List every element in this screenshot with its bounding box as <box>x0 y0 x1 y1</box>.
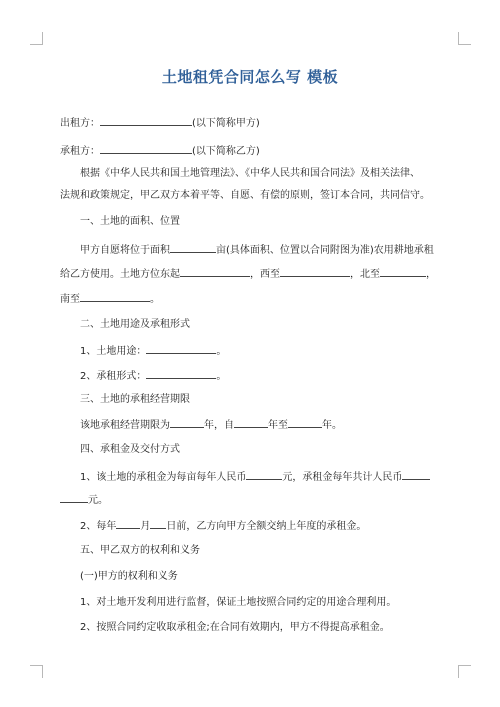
document-title: 土地租凭合同怎么写 模板 <box>161 68 339 86</box>
section-5-para-1: 1、对土地开发利用进行监督，保证土地按照合同约定的用途合理利用。 <box>80 597 397 608</box>
east-blank[interactable] <box>180 266 250 277</box>
lessor-label: 出租方： <box>60 118 100 129</box>
intro-line-1: 根据《中华人民共和国土地管理法》、《中华人民共和国合同法》及相关法律、 <box>80 168 420 179</box>
term-end-blank[interactable] <box>288 417 322 428</box>
rent-line-1 <box>80 469 470 485</box>
lessor-line <box>60 115 450 131</box>
pay-day-blank[interactable] <box>150 518 166 529</box>
section-3-heading: 三、土地的承租经营期限 <box>80 394 190 405</box>
intro-line-2: 法规和政策规定，甲乙双方本着平等、自愿、有偿的原则，签订本合同，共同信守。 <box>60 190 430 201</box>
rent-text-c: 元。 <box>88 495 108 506</box>
lessee-note: (以下简称乙方) <box>192 146 260 157</box>
section-5-subheading: (一)甲方的权利和义务 <box>80 571 178 582</box>
land-use-blank[interactable] <box>146 343 216 354</box>
area-blank[interactable] <box>170 242 216 253</box>
term-text-a: 该地承租经营期限为 <box>80 420 170 431</box>
s1-text-f: ， <box>426 269 436 280</box>
lease-form-line <box>80 368 470 384</box>
term-years-blank[interactable] <box>170 417 204 428</box>
s1-text-h: 。 <box>150 294 160 305</box>
section-5-para-2: 2、按照合同约定收取承租金;在合同有效期内，甲方不得提高承租金。 <box>80 622 390 633</box>
land-use-end: 。 <box>216 346 227 357</box>
rent-text-b: 元，承租金每年共计人民币 <box>282 472 403 483</box>
term-text-b: 年，自 <box>204 420 234 431</box>
pay-month-blank[interactable] <box>116 518 140 529</box>
south-blank[interactable] <box>80 291 150 302</box>
lease-form-end: 。 <box>216 371 227 382</box>
crop-mark-bottom-right <box>458 665 471 678</box>
lessee-line <box>60 143 450 159</box>
pay-text-a: 2、每年 <box>80 521 117 532</box>
s1-text-g: 南至 <box>60 294 80 305</box>
land-use-label: 1、土地用途： <box>80 346 147 357</box>
rent-total-blank-cont[interactable] <box>60 492 88 503</box>
lessee-label: 承租方： <box>60 146 100 157</box>
section-1-para-1 <box>80 242 470 258</box>
lessor-note: (以下简称甲方) <box>192 118 260 129</box>
section-2-heading: 二、土地用途及承租形式 <box>80 319 190 330</box>
crop-mark-top-right <box>458 32 471 45</box>
term-start-blank[interactable] <box>234 417 268 428</box>
land-use-line <box>80 343 470 359</box>
rent-per-mu-blank[interactable] <box>246 469 282 480</box>
s1-text-c: 给乙方使用。土地方位东起 <box>60 269 180 280</box>
crop-mark-bottom-left <box>30 665 43 678</box>
west-blank[interactable] <box>280 266 350 277</box>
rent-line-2 <box>60 492 450 508</box>
section-1-para-2 <box>60 266 450 282</box>
section-5-heading: 五、甲乙双方的权利和义务 <box>80 545 200 556</box>
s1-text-b: 亩(具体面积、位置以合同附图为准)农用耕地承租 <box>216 245 434 256</box>
section-4-heading: 四、承租金及交付方式 <box>80 444 180 455</box>
north-blank[interactable] <box>380 266 426 277</box>
term-text-c: 年至 <box>268 420 288 431</box>
crop-mark-top-left <box>30 32 43 45</box>
payment-line <box>80 518 470 534</box>
lease-term-line <box>80 417 470 433</box>
rent-text-a: 1、该土地的承租金为每亩每年人民币 <box>80 472 247 483</box>
s1-text-d: ，西至 <box>250 269 280 280</box>
lease-form-blank[interactable] <box>146 368 216 379</box>
section-1-para-3 <box>60 291 450 307</box>
rent-total-blank[interactable] <box>402 469 430 480</box>
s1-text-a: 甲方自愿将位于面积 <box>80 245 170 256</box>
pay-text-b: 月 <box>140 521 151 532</box>
lessee-blank[interactable] <box>100 143 192 154</box>
s1-text-e: ，北至 <box>350 269 380 280</box>
section-1-heading: 一、土地的面积、位置 <box>80 216 180 227</box>
pay-text-c: 日前，乙方向甲方全额交纳上年度的承租金。 <box>166 521 367 532</box>
term-text-d: 年。 <box>322 420 342 431</box>
lease-form-label: 2、承租形式： <box>80 371 147 382</box>
lessor-blank[interactable] <box>100 115 192 126</box>
